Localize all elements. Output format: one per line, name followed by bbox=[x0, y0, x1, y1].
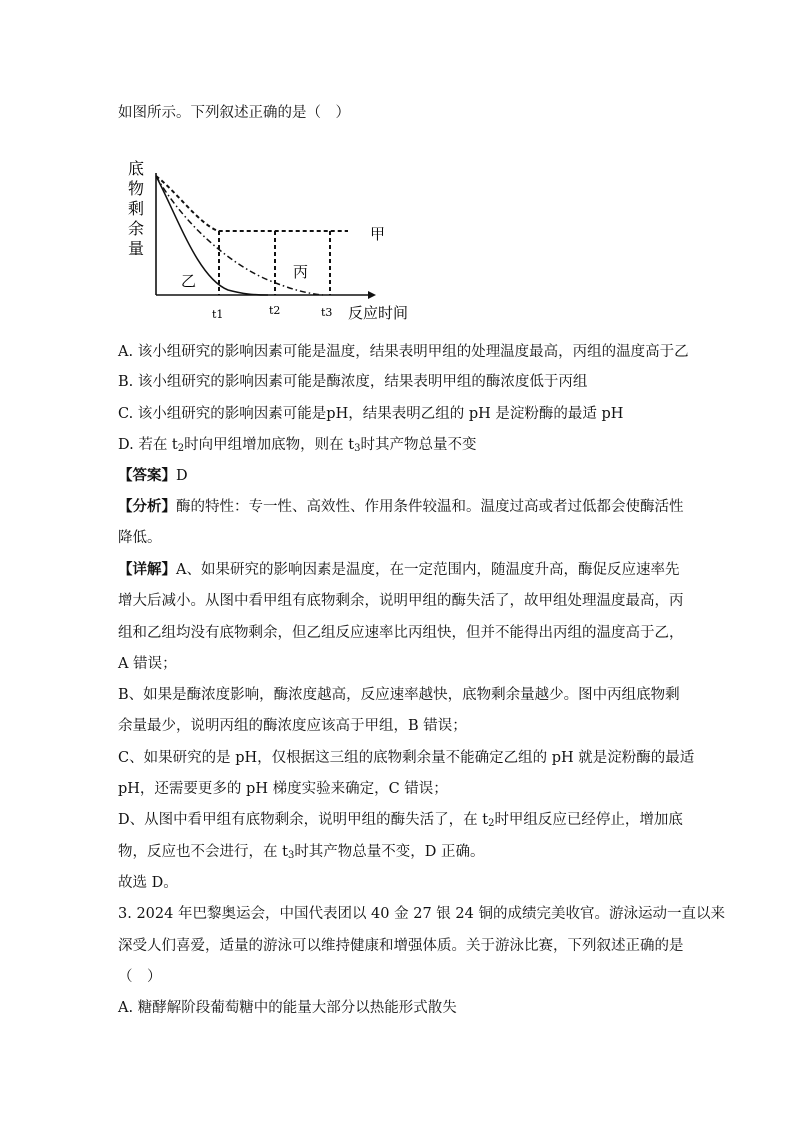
y-axis-label-char-1: 底 bbox=[128, 159, 145, 178]
tick-t1: t1 bbox=[212, 308, 224, 321]
y-axis-label-char-2: 物 bbox=[128, 179, 145, 198]
detail-line-2: 增大后减小。从图中看甲组有底物剩余，说明甲组的酶失活了，故甲组处理温度最高，丙 bbox=[118, 593, 684, 609]
option-a: A. 该小组研究的影响因素可能是温度，结果表明甲组的处理温度最高，丙组的温度高于乙 bbox=[118, 344, 689, 360]
tick-t2: t2 bbox=[269, 304, 281, 317]
y-axis-label-char-5: 量 bbox=[128, 239, 145, 258]
label-jia: 甲 bbox=[370, 225, 386, 243]
detail-line-10: 物，反应也不会进行，在 $t_3$时其产物总量不变，D 正确。 bbox=[118, 844, 485, 861]
option-b: B. 该小组研究的影响因素可能是酶浓度，结果表明甲组的酶浓度低于丙组 bbox=[118, 374, 588, 390]
question3-option-a: A. 糖酵解阶段葡萄糖中的能量大部分以热能形式散失 bbox=[118, 1000, 457, 1016]
analysis-line-2: 降低。 bbox=[118, 530, 162, 546]
y-axis-label-char-4: 余 bbox=[128, 219, 145, 238]
option-c: C. 该小组研究的影响因素可能是pH，结果表明乙组的 pH 是淀粉酶的最适 pH bbox=[118, 406, 624, 422]
detail-line-6: 余量最少，说明丙组的酶浓度应该高于甲组，B 错误； bbox=[118, 718, 467, 734]
detail-line-5: B、如果是酶浓度影响，酶浓度越高，反应速率越快，底物剩余量越少。图中丙组底物剩 bbox=[118, 687, 680, 703]
analysis-line-1: 【分析】酶的特性：专一性、高效性、作用条件较温和。温度过高或者过低都会使酶活性 bbox=[118, 498, 684, 515]
detail-line-7: C、如果研究的是 pH，仅根据这三组的底物剩余量不能确定乙组的 pH 就是淀粉酶的最适 bbox=[118, 750, 695, 766]
x-axis-arrow bbox=[368, 291, 376, 299]
curve-yi bbox=[156, 176, 268, 295]
x-axis-label: 反应时间 bbox=[348, 304, 409, 322]
question3-line-3: （ ） bbox=[118, 969, 162, 985]
curve-jia bbox=[156, 176, 348, 231]
question3-line-2: 深受人们喜爱，适量的游泳可以维持健康和增强体质。关于游泳比赛，下列叙述正确的是 bbox=[118, 938, 684, 954]
detail-line-9: D、从图中看甲组有底物剩余，说明甲组的酶失活了，在 $t_2$时甲组反应已经停止，增加底 bbox=[118, 812, 683, 829]
detail-line-8: pH，还需要更多的 pH 梯度实验来确定，C 错误； bbox=[118, 781, 448, 797]
answer-line: 【答案】D bbox=[118, 467, 188, 484]
enzyme-curve-figure bbox=[118, 148, 428, 333]
intro-line: 如图所示。下列叙述正确的是（ ） bbox=[118, 105, 350, 121]
question3-line-1: 3. 2024 年巴黎奥运会，中国代表团以 40 金 27 银 24 铜的成绩完美收官。游泳运动一直以来 bbox=[118, 906, 725, 922]
label-yi: 乙 bbox=[181, 272, 197, 290]
option-d: D. 若在 $t_2$时向甲组增加底物，则在 $t_3$时其产物总量不变 bbox=[118, 437, 477, 454]
detail-line-11: 故选 D。 bbox=[118, 875, 178, 891]
tick-t3: t3 bbox=[321, 306, 333, 319]
label-bing: 丙 bbox=[293, 263, 309, 281]
detail-line-4: A 错误； bbox=[118, 656, 177, 672]
detail-line-3: 组和乙组均没有底物剩余，但乙组反应速率比丙组快，但并不能得出丙组的温度高于乙， bbox=[118, 625, 684, 641]
detail-line-1: 【详解】A、如果研究的影响因素是温度，在一定范围内，随温度升高，酶促反应速率先 bbox=[118, 561, 680, 578]
y-axis-label-char-3: 剩 bbox=[128, 199, 145, 218]
